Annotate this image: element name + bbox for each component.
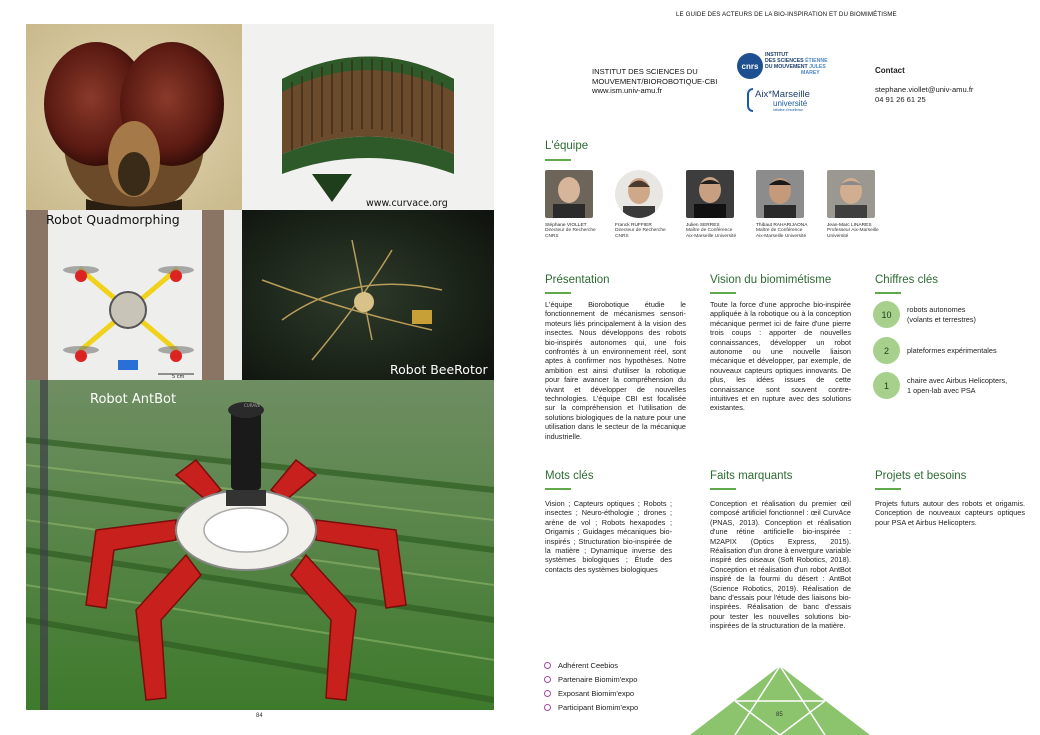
team-member-name: Stéphane VIOLLET [545, 223, 587, 228]
legend-circle-icon [544, 676, 551, 683]
amu-logo-line1: Aix*Marseille [755, 89, 810, 100]
institute-block [592, 67, 717, 96]
legend-item: Partenaire Biomim'expo [544, 675, 637, 684]
vision-heading-rule [710, 292, 736, 294]
team-member-affiliation: CNRS [545, 234, 559, 239]
team-member-photo [615, 170, 663, 218]
legend-circle-icon [544, 704, 551, 711]
team-heading-rule [545, 159, 571, 161]
team-member-role: Maître de Conférence [756, 228, 803, 233]
team-member-role: Directeur de Recherche [545, 228, 596, 233]
contact-heading: Contact [875, 66, 905, 75]
legend-circle-icon [544, 690, 551, 697]
team-member-photo [756, 170, 804, 218]
team-member-name: Thibaut RAHARIJAONA [756, 223, 808, 228]
legend-circle-icon [544, 662, 551, 669]
amu-logo [747, 88, 827, 114]
projects-heading-rule [875, 488, 901, 490]
key-figure-label: chaire avec Airbus Helicopters, 1 open-lab avec PSA [907, 376, 1008, 395]
team-member-affiliation: Aix-Marseille Université [686, 234, 737, 239]
beerotor-photo [242, 210, 494, 380]
key-figures-heading-rule [875, 292, 901, 294]
team-member-name: Jean-Marc LINARES [827, 223, 872, 228]
legend-item: Adhérent Ceebios [544, 661, 618, 670]
quadmorphing-photo [26, 210, 242, 380]
institute-url[interactable]: www.ism.univ-amu.fr [592, 86, 663, 96]
membership-triangle-graphic [690, 666, 870, 735]
team-member-affiliation: Université [827, 234, 849, 239]
presentation-heading: Présentation [545, 274, 610, 286]
team-member [615, 170, 685, 240]
antbot-head-print: CURAVE [244, 403, 261, 408]
left-page-number: 84 [256, 713, 263, 719]
highlights-text: Conception et réalisation du premier œil composé artificiel fonctionnel : œil CurvAce (PNAS, 2013). Conception et réalisation d'une rétine artificielle bio-inspirée : M2APIX (Optics Express, 2015). Réalisation d'un drone à envergure variable inspiré des oiseaux (Soft Robotics, 2018). Conception et réalisation d'un robot AntBot inspiré de la fourmi du désert : AntBot (Science Robotics, 2019). Réalisation de banc d'essais pour l'étude des liaisons bio-inspirées. Réalisation de banc d'essais pour tester les nouvelles solutions bio-inspirées de la structuration de la matière. [710, 499, 851, 631]
curvace-photo [242, 24, 494, 210]
contact-email[interactable]: stephane.viollet@univ-amu.fr [875, 85, 974, 94]
highlights-heading-rule [710, 488, 736, 490]
institute-name-line1: INSTITUT DES SCIENCES DU [592, 67, 698, 76]
institute-name-line2: MOUVEMENT/BIOROBOTIQUE-CBI [592, 76, 718, 86]
key-figure-item [873, 301, 976, 328]
highlights-heading: Faits marquants [710, 470, 793, 482]
keywords-heading-rule [545, 488, 571, 490]
key-figures-heading: Chiffres clés [875, 274, 939, 286]
cnrs-logo: cnrs [737, 53, 763, 79]
running-header: LE GUIDE DES ACTEURS DE LA BIO-INSPIRATION ET DU BIOMIMÉTISME [676, 11, 897, 18]
keywords-heading: Mots clés [545, 470, 594, 482]
projects-text: Projets futurs autour des robots et origamis. Conception de nouveaux capteurs optiques pour PSA et Airbus Helicopters. [875, 499, 1025, 527]
amu-logo-line2: université [773, 99, 808, 108]
quadmorphing-label: Robot Quadmorphing [46, 212, 180, 227]
team-heading: L'équipe [545, 140, 589, 152]
team-member-role: Directeur de Recherche [615, 228, 666, 233]
contact-info [875, 85, 973, 105]
beerotor-label: Robot BeeRotor [390, 362, 488, 377]
amu-logo-line3: Initiative d'excellence [773, 108, 804, 112]
team-member-name: Julien SERRES [686, 223, 720, 228]
legend-item: Participant Biomim'expo [544, 703, 638, 712]
amu-bracket-icon [747, 88, 753, 112]
key-figure-label: plateformes expérimentales [907, 345, 997, 355]
team-member-photo [686, 170, 734, 218]
team-member-photo [827, 170, 875, 218]
key-figure-item [873, 372, 1007, 399]
team-member-affiliation: Aix-Marseille Université [756, 234, 807, 239]
key-figure-number: 1 [873, 372, 900, 399]
fly-photo [26, 24, 242, 210]
team-member-role: Maître de Conférence [686, 228, 733, 233]
keywords-text: Vision ; Capteurs optiques ; Robots ; insectes ; Neuro-éthologie ; drones ; arène de vol ; Robots hexapodes ; Origamis ; Guidages mécaniques bio-inspirés ; Structuration bio-inspirée de la matière ; Dynamique inverse des systèmes biologiques ; Étude des contacts des systèmes biologiques [545, 499, 672, 574]
contact-phone: 04 91 26 61 25 [875, 94, 926, 104]
right-page-number: 85 [776, 712, 783, 718]
presentation-text: L'équipe Biorobotique étudie le fonctionnement de mécanismes sensori-moteurs liés principalement à la vision des insectes. Nous développons des robots bio-inspirés autonomes qui, une fois confrontés à un environnement réel, sont aptes à confirmer nos hypothèses. Notre ambition est ainsi d'utiliser la robotique pour faire avancer la compréhension du vivant et développer de nouvelles technologies. L'équipe CBI est focalisée sur la compréhension et l'utilisation de solutions biologiques de la nature pour une utilisation dans le secteur de la mécanique industrielle. [545, 300, 686, 441]
ism-logo-text: INSTITUT DES SCIENCES ÉTIENNE DU MOUVEMENT JULES MAREY [765, 52, 828, 76]
legend-item: Exposant Biomim'expo [544, 689, 634, 698]
vision-text: Toute la force d'une approche bio-inspirée appliquée à la robotique ou à la conception mécanique permet ici de faire d'une pierre trois coups : apporter de nouvelles connaissances, développer un robot autonome ou une nouvelle liaison mécanique et développer, par exemple, de nouveaux capteurs optiques innovants. De plus, les idées issues de cette connaissance sont souvent contre-intuitives et en rupture avec des solutions existantes. [710, 300, 851, 413]
vision-heading: Vision du biomimétisme [710, 274, 832, 286]
team-member [545, 170, 615, 240]
team-member-photo [545, 170, 593, 218]
presentation-heading-rule [545, 292, 571, 294]
antbot-photo [26, 380, 494, 710]
team-member [686, 170, 756, 240]
curvace-url-label: www.curvace.org [366, 198, 448, 209]
team-member-name: Franck RUFFIER [615, 223, 652, 228]
key-figure-number: 10 [873, 301, 900, 328]
team-member [756, 170, 826, 240]
antbot-label: Robot AntBot [90, 392, 177, 407]
team-member [827, 170, 897, 240]
cnrs-ism-logo [737, 52, 827, 84]
key-figure-number: 2 [873, 337, 900, 364]
team-member-affiliation: CNRS [615, 234, 629, 239]
projects-heading: Projets et besoins [875, 470, 967, 482]
quadmorphing-scale: 5 cm [172, 374, 185, 380]
key-figure-label: robots autonomes (volants et terrestres) [907, 305, 976, 324]
key-figure-item [873, 337, 997, 364]
team-member-role: Professeur Aix-Marseille [827, 228, 879, 233]
